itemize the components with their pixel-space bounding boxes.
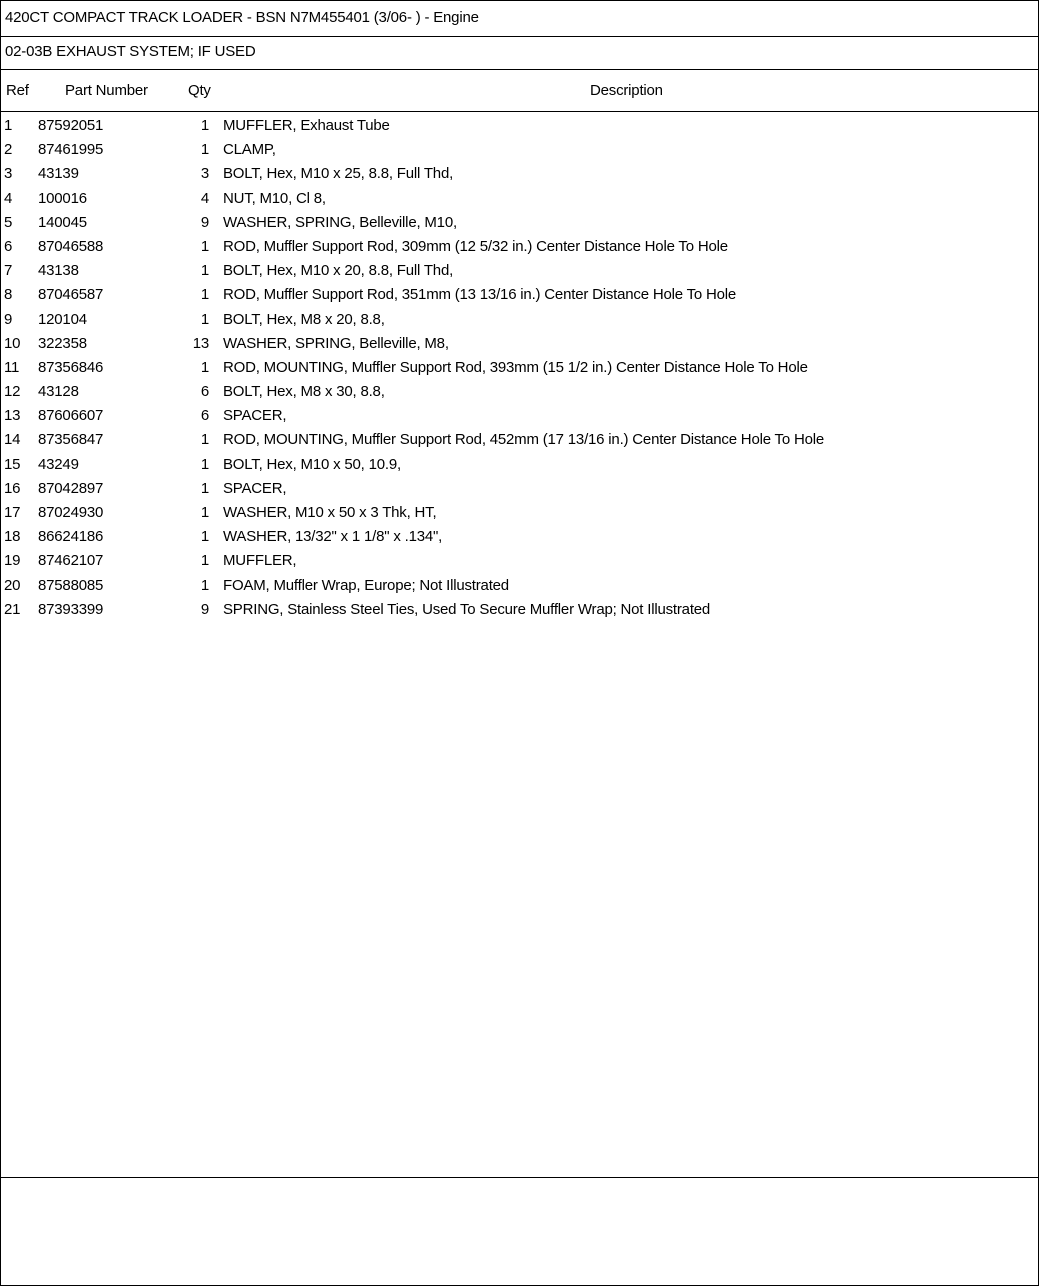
page-title: 420CT COMPACT TRACK LOADER - BSN N7M455401 (3/06- ) - Engine [5,9,479,26]
table-row [1,139,1038,163]
row-qty: 9 [200,213,209,231]
row-ref: 13 [4,407,21,425]
title-divider [1,36,1038,37]
row-description: NUT, M10, Cl 8, [223,189,326,207]
table-row [1,212,1038,236]
row-ref: 1 [4,117,13,134]
row-description: SPACER, [223,407,287,425]
row-ref: 18 [4,528,21,546]
table-row [1,526,1038,550]
row-ref: 6 [4,237,13,255]
row-part-number: 86624186 [38,528,104,546]
row-ref: 12 [4,383,21,401]
table-row [1,478,1038,502]
row-part-number: 87393399 [38,600,104,618]
header-bottom-rule [1,111,1038,112]
row-qty: 1 [200,286,209,304]
row-ref: 5 [4,213,13,231]
table-row [1,309,1038,333]
row-qty: 1 [200,141,209,159]
row-qty: 1 [200,552,209,570]
table-row [1,236,1038,260]
row-description: BOLT, Hex, M8 x 30, 8.8, [223,383,385,401]
row-part-number: 87356847 [38,431,104,449]
row-qty: 1 [200,237,209,255]
row-qty: 1 [200,358,209,376]
row-ref: 11 [4,358,20,376]
table-row [1,599,1038,623]
row-qty: 3 [200,165,209,183]
row-part-number: 87588085 [38,576,104,594]
row-description: WASHER, M10 x 50 x 3 Thk, HT, [223,504,437,521]
row-qty: 6 [200,383,209,401]
column-header-description: Description [590,82,663,99]
row-qty: 1 [200,455,209,473]
row-part-number: 87024930 [38,504,104,521]
row-description: SPACER, [223,479,287,497]
row-part-number: 140045 [38,213,87,231]
row-ref: 16 [4,479,21,497]
row-description: SPRING, Stainless Steel Ties, Used To Secure Muffler Wrap; Not Illustrated [223,600,711,618]
row-qty: 1 [200,431,209,449]
table-row [1,284,1038,308]
row-description: MUFFLER, [223,552,297,570]
row-description: BOLT, Hex, M10 x 20, 8.8, Full Thd, [223,262,454,280]
row-description: WASHER, SPRING, Belleville, M10, [223,213,457,231]
row-qty: 1 [200,576,209,594]
column-header-qty: Qty [188,82,211,99]
row-ref: 7 [4,262,13,280]
table-row [1,454,1038,478]
row-part-number: 43139 [38,165,79,183]
row-qty: 1 [200,117,209,134]
table-row [1,115,1038,139]
row-part-number: 87461995 [38,141,104,159]
row-ref: 20 [4,576,21,594]
row-part-number: 87356846 [38,358,104,376]
row-qty: 9 [200,600,209,618]
table-row [1,188,1038,212]
row-qty: 4 [200,189,209,207]
row-part-number: 87046588 [38,237,104,255]
row-ref: 19 [4,552,21,570]
row-ref: 4 [4,189,13,207]
row-part-number: 120104 [38,310,87,328]
row-ref: 15 [4,455,21,473]
row-qty: 1 [200,479,209,497]
table-row [1,405,1038,429]
row-description: ROD, MOUNTING, Muffler Support Rod, 393mm (15 1/2 in.) Center Distance Hole To Hole [223,358,808,376]
row-description: BOLT, Hex, M8 x 20, 8.8, [223,310,385,328]
row-ref: 17 [4,504,21,521]
row-qty: 1 [200,262,209,280]
row-description: ROD, MOUNTING, Muffler Support Rod, 452mm (17 13/16 in.) Center Distance Hole To Hole [223,431,825,449]
row-part-number: 322358 [38,334,87,352]
row-description: ROD, Muffler Support Rod, 351mm (13 13/16 in.) Center Distance Hole To Hole [223,286,737,304]
row-ref: 9 [4,310,13,328]
row-part-number: 100016 [38,189,87,207]
column-header-part-number: Part Number [65,82,148,99]
table-row [1,429,1038,453]
row-description: CLAMP, [223,141,276,159]
row-description: BOLT, Hex, M10 x 25, 8.8, Full Thd, [223,165,454,183]
row-part-number: 43128 [38,383,79,401]
row-part-number: 43249 [38,455,79,473]
column-header-ref: Ref [6,82,29,99]
row-part-number: 87592051 [38,117,104,134]
row-qty: 1 [200,528,209,546]
row-description: FOAM, Muffler Wrap, Europe; Not Illustrated [223,576,509,594]
row-part-number: 87606607 [38,407,104,425]
row-part-number: 87462107 [38,552,104,570]
row-description: WASHER, SPRING, Belleville, M8, [223,334,449,352]
row-ref: 14 [4,431,21,449]
row-qty: 1 [200,310,209,328]
header-top-rule [1,69,1038,70]
table-row [1,575,1038,599]
row-ref: 2 [4,141,13,159]
table-row [1,333,1038,357]
row-part-number: 43138 [38,262,79,280]
table-row [1,502,1038,526]
row-ref: 3 [4,165,13,183]
table-row [1,357,1038,381]
table-row [1,163,1038,187]
row-description: WASHER, 13/32" x 1 1/8" x .134", [223,528,443,546]
row-qty: 13 [192,334,209,352]
table-row [1,550,1038,574]
section-title: 02-03B EXHAUST SYSTEM; IF USED [5,43,256,60]
parts-table-body [1,115,1038,623]
row-ref: 10 [4,334,21,352]
row-description: ROD, Muffler Support Rod, 309mm (12 5/32 in.) Center Distance Hole To Hole [223,237,728,255]
footer-rule [1,1177,1038,1178]
table-row [1,260,1038,284]
row-description: MUFFLER, Exhaust Tube [223,117,390,134]
row-part-number: 87042897 [38,479,104,497]
row-part-number: 87046587 [38,286,104,304]
row-qty: 1 [200,504,209,521]
row-qty: 6 [200,407,209,425]
row-ref: 8 [4,286,13,304]
row-ref: 21 [4,600,21,618]
table-row [1,381,1038,405]
row-description: BOLT, Hex, M10 x 50, 10.9, [223,455,401,473]
